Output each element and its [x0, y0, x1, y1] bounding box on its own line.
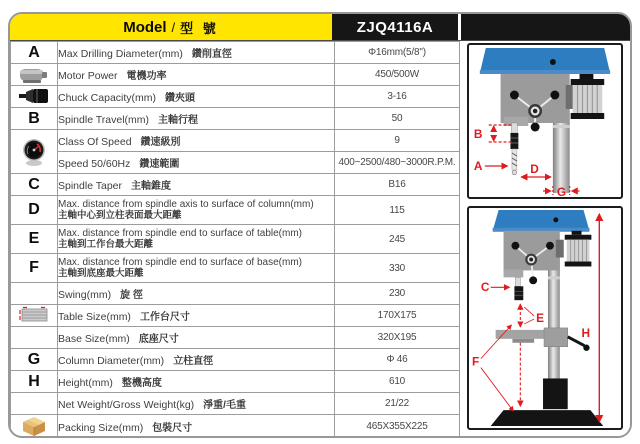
spec-label-cell — [58, 130, 335, 152]
model-header-cell — [10, 14, 332, 40]
spec-label-cell — [58, 225, 335, 254]
diagram-full-machine — [467, 206, 623, 430]
spec-value: 9 — [335, 130, 460, 152]
dimension-letter: E — [28, 230, 40, 247]
spec-value: 320X195 — [335, 327, 460, 349]
table-size-icon — [11, 305, 58, 327]
spec-label-en: Max Drilling Diameter(mm) — [58, 48, 183, 60]
table-row — [11, 415, 460, 438]
spec-value: 245 — [335, 225, 460, 254]
table-row — [11, 196, 460, 225]
table-row — [11, 283, 460, 305]
spec-label-cell — [58, 108, 335, 130]
spec-label-en: Column Diameter(mm) — [58, 355, 165, 367]
letter-cell — [11, 108, 58, 130]
model-label-en: Model — [123, 18, 167, 36]
dimension-letter: G — [27, 350, 41, 368]
spec-table — [10, 41, 460, 438]
spec-label-zh: 鑽夾頭 — [165, 93, 196, 104]
spec-label-en: Spindle Taper — [58, 180, 123, 192]
table-row — [11, 305, 460, 327]
head-cover — [480, 48, 610, 73]
spec-label-zh: 主軸到底座最大距離 — [58, 268, 144, 280]
model-label-zh: 型 號 — [180, 20, 219, 36]
spec-panel — [8, 12, 632, 438]
spec-label-cell — [58, 305, 335, 327]
spec-label-cell — [58, 254, 335, 283]
spec-value: 3-16 — [335, 86, 460, 108]
spec-label-en: Net Weight/Gross Weight(kg) — [58, 399, 195, 411]
spec-label-zh: 整機高度 — [121, 378, 162, 389]
spec-label-cell — [58, 393, 335, 415]
table-row — [11, 349, 460, 371]
dim-label-e: E — [536, 310, 545, 325]
spec-label-zh: 主軸錐度 — [131, 181, 172, 192]
chuck-glyph — [17, 87, 51, 105]
table-header — [10, 14, 630, 41]
table-row — [11, 64, 460, 86]
packing-box-glyph — [20, 415, 48, 437]
spec-label-zh: 包裝尺寸 — [152, 422, 193, 434]
motor — [571, 79, 605, 85]
motor — [565, 235, 592, 240]
letter-cell — [11, 254, 58, 283]
spec-label-en: Table Size(mm) — [58, 311, 131, 323]
spec-label-cell — [58, 174, 335, 196]
spec-label-en: Max. distance from spindle end to surface of table(mm) — [58, 228, 302, 240]
dimension-letter: A — [28, 43, 40, 61]
spec-label-cell — [58, 86, 335, 108]
table-row — [11, 108, 460, 130]
spec-label-cell — [58, 64, 335, 86]
model-label-separator: / — [171, 19, 176, 35]
column — [548, 258, 560, 381]
spec-value: 170X175 — [335, 305, 460, 327]
spec-label-zh: 主軸到工作台最大距離 — [58, 239, 154, 251]
letter-cell — [11, 42, 58, 64]
chuck — [514, 286, 523, 300]
spec-label-cell — [58, 152, 335, 174]
base-foot — [491, 410, 604, 426]
table-row — [11, 42, 460, 64]
letter-cell — [11, 349, 58, 371]
spec-label-en: Packing Size(mm) — [58, 421, 144, 434]
spec-label-zh: 底座尺寸 — [138, 334, 179, 345]
table-row — [11, 174, 460, 196]
spec-label-zh: 電機功率 — [126, 71, 167, 82]
quill — [515, 277, 520, 286]
dimension-letter: F — [29, 259, 39, 276]
spec-label-zh: 主軸中心到立柱表面最大距離 — [58, 210, 182, 222]
empty-icon-cell — [11, 283, 58, 305]
spec-value: 21/22 — [335, 393, 460, 415]
dim-label-c: C — [480, 280, 490, 295]
dim-label-h: H — [581, 325, 591, 340]
letter-cell — [11, 174, 58, 196]
spec-label-en: Chuck Capacity(mm) — [58, 92, 157, 104]
motor-glyph — [17, 65, 51, 85]
speedometer-icon — [11, 130, 58, 174]
spec-value: 330 — [335, 254, 460, 283]
spec-value: 400~2500/480~3000R.P.M. — [335, 152, 460, 174]
spec-label-zh: 鑽削直徑 — [191, 49, 232, 60]
spec-label-en: Class Of Speed — [58, 136, 132, 148]
base-stem — [543, 378, 568, 409]
spec-label-zh: 淨重/毛重 — [203, 400, 246, 411]
dimension-letter: C — [28, 175, 40, 193]
spec-label-en: Max. distance from spindle axis to surface of column(mm) — [58, 199, 314, 211]
table-row — [11, 327, 460, 349]
empty-icon-cell — [11, 393, 58, 415]
drill-head-drawing — [469, 45, 621, 197]
spec-value: 230 — [335, 283, 460, 305]
table-row — [11, 130, 460, 152]
chuck — [510, 133, 518, 149]
dim-label-d: D — [530, 161, 539, 177]
packing-box-icon — [11, 415, 58, 438]
spec-label-en: Motor Power — [58, 70, 118, 82]
quill — [511, 123, 517, 133]
speedometer-glyph — [21, 137, 47, 167]
spec-value: 115 — [335, 196, 460, 225]
diagram-drill-head — [467, 43, 623, 199]
spec-label-zh: 工作台尺寸 — [139, 312, 190, 323]
head-cover — [493, 210, 590, 231]
table-row — [11, 86, 460, 108]
chuck-icon — [11, 86, 58, 108]
spec-label-cell — [58, 349, 335, 371]
table-bracket — [544, 328, 568, 347]
motor-icon — [11, 64, 58, 86]
letter-cell — [11, 371, 58, 393]
dimension-letter: H — [28, 372, 40, 390]
spec-label-en: Swing(mm) — [58, 289, 112, 301]
spec-label-zh: 鑽速級別 — [140, 137, 181, 148]
spec-label-zh: 立柱直徑 — [173, 356, 214, 367]
empty-icon-cell — [11, 327, 58, 349]
spec-value: B16 — [335, 174, 460, 196]
table-row — [11, 371, 460, 393]
dim-label-f: F — [471, 354, 480, 369]
spec-label-zh: 主軸行程 — [158, 115, 199, 126]
spec-label-en: Base Size(mm) — [58, 333, 130, 345]
spec-label-cell — [58, 371, 335, 393]
spec-label-cell — [58, 283, 335, 305]
dimension-letter: B — [28, 109, 40, 127]
spec-label-en: Max. distance from spindle end to surface of base(mm) — [58, 257, 302, 269]
table-row — [11, 152, 460, 174]
table-row — [11, 254, 460, 283]
model-number: ZJQ4116A — [332, 14, 458, 40]
diagram-panel — [460, 41, 630, 436]
letter-cell — [11, 225, 58, 254]
dim-label-b: B — [473, 126, 483, 142]
spec-label-cell — [58, 415, 335, 438]
spec-value: 465X355X225 — [335, 415, 460, 438]
dimension-letter: D — [28, 201, 40, 218]
spec-label-cell — [58, 327, 335, 349]
spec-value: 50 — [335, 108, 460, 130]
panel-content — [10, 41, 630, 436]
spec-value: 450/500W — [335, 64, 460, 86]
spec-label-en: Height(mm) — [58, 377, 113, 389]
spec-label-en: Speed 50/60Hz — [58, 158, 131, 170]
spec-value: Φ 46 — [335, 349, 460, 371]
table-row — [11, 393, 460, 415]
spec-label-zh: 旋 徑 — [120, 290, 143, 301]
dim-label-a: A — [473, 158, 483, 174]
spec-label-en: Spindle Travel(mm) — [58, 114, 150, 126]
spec-label-cell — [58, 42, 335, 64]
header-filler — [461, 14, 630, 40]
dim-label-g: G — [556, 184, 567, 197]
spec-label-zh: 鑽速範圍 — [139, 159, 180, 170]
table-row — [11, 225, 460, 254]
spec-value: Φ16mm(5/8") — [335, 42, 460, 64]
table-size-glyph — [17, 306, 51, 324]
spec-value: 610 — [335, 371, 460, 393]
letter-cell — [11, 196, 58, 225]
spec-label-cell — [58, 196, 335, 225]
full-machine-drawing — [469, 208, 621, 428]
